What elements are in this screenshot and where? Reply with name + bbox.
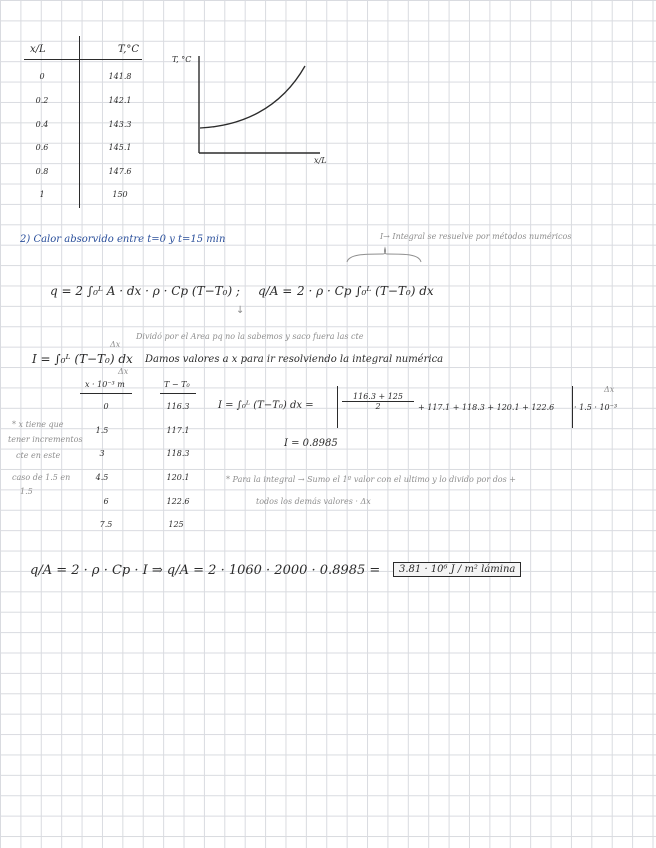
- table2-x-5: 7.5: [99, 520, 113, 529]
- table2-t-4: 122.6: [166, 497, 190, 506]
- table2-header-t: T − T₀: [164, 380, 190, 389]
- note-divide: Dividó por el Area pq no la sabemos y saco fuera las cte: [136, 332, 364, 341]
- final-answer-box: 3.81 · 10⁶ J / m² lámina: [393, 562, 521, 577]
- eq-qa-rhs: 2 · ρ · Cp ∫₀ᴸ (T−T₀) dx: [297, 284, 434, 298]
- dx-label-2: Δx: [118, 367, 129, 376]
- table2-t-5: 125: [168, 520, 184, 529]
- table1-hline: [24, 59, 142, 60]
- eq-qa-lhs: q/A =: [258, 284, 293, 298]
- graph-ylabel: T, °C: [172, 55, 192, 64]
- table1-vline: [79, 36, 80, 208]
- table1-x-4: 0.8: [35, 167, 49, 176]
- table2-t-1: 117.1: [166, 426, 190, 435]
- table1-t-3: 145.1: [108, 143, 132, 152]
- trap-result: I = 0.8985: [284, 438, 338, 449]
- trap-mult: · 1.5 · 10⁻³: [574, 403, 618, 412]
- table1-t-1: 142.1: [108, 96, 132, 105]
- trap-rest: + 117.1 + 118.3 + 120.1 + 122.6: [418, 403, 555, 412]
- table1-x-3: 0.6: [35, 143, 49, 152]
- table2-x-1: 1.5: [95, 426, 109, 435]
- table1-x-0: 0: [39, 72, 45, 81]
- table1-x-2: 0.4: [35, 120, 49, 129]
- side-note-line-5: 1.5: [20, 487, 33, 496]
- eq-I: I = ∫₀ᴸ (T−T₀) dx: [32, 352, 133, 366]
- trap-frac-num: 116.3 + 125: [342, 392, 414, 402]
- table1-t-5: 150: [112, 190, 128, 199]
- note-trap-line-1: * Para la integral → Sumo el 1º valor con el ultimo y lo divido por dos +: [226, 475, 516, 484]
- graph-xlabel: x/L: [314, 156, 327, 165]
- table2-t-2: 118.3: [166, 449, 190, 458]
- side-note-line-2: tener incrementos: [8, 435, 83, 444]
- eq-q: q = 2 ∫₀ᴸ A · dx · ρ · Cp (T−T₀) ;: [50, 284, 240, 298]
- trap-fraction: [342, 392, 414, 411]
- note-integral: I→ Integral se resuelve por métodos numéricos: [380, 232, 572, 241]
- table2-x-4: 6: [103, 497, 109, 506]
- side-note-line-3: cte en este: [16, 451, 61, 460]
- table2-header-x: x · 10⁻³ m: [85, 380, 125, 389]
- table2-hline-1: [80, 393, 132, 394]
- table1-x-1: 0.2: [35, 96, 49, 105]
- note-trap-line-2: todos los demás valores · Δx: [256, 497, 371, 506]
- table2-t-0: 116.3: [166, 402, 190, 411]
- table1-x-5: 1: [39, 190, 45, 199]
- table1-t-4: 147.6: [108, 167, 132, 176]
- section2-title: 2) Calor absorvido entre t=0 y t=15 min: [20, 234, 226, 245]
- table1-header-t: T,°C: [118, 44, 140, 55]
- final-equation: q/A = 2 · ρ · Cp · I ⇒ q/A = 2 · 1060 · 2000 · 0.8985 =: [30, 563, 381, 578]
- table2-x-0: 0: [103, 402, 109, 411]
- trap-frac-den: 2: [375, 402, 381, 411]
- table1-t-2: 143.3: [108, 120, 132, 129]
- table2-x-2: 3: [99, 449, 105, 458]
- give-values-text: Damos valores a x para ir resolviendo la integral numérica: [145, 354, 444, 365]
- table2-t-3: 120.1: [166, 473, 190, 482]
- side-note-line-4: caso de 1.5 en: [12, 473, 71, 482]
- side-note-line-1: * x tiene que: [12, 420, 64, 429]
- table2-hline-2: [160, 393, 196, 394]
- dx-label-1: Δx: [110, 340, 121, 349]
- table1-header-xl: x/L: [30, 44, 46, 55]
- dx-label-3: Δx: [604, 385, 615, 394]
- table2-x-3: 4.5: [95, 473, 109, 482]
- integral-brace-icon: [345, 246, 423, 266]
- arrow-down-icon: ↓: [236, 305, 245, 316]
- temperature-sketch-graph: [170, 48, 340, 173]
- trap-lhs: I = ∫₀ᴸ (T−T₀) dx =: [218, 400, 314, 411]
- table1-t-0: 141.8: [108, 72, 132, 81]
- graph-curve: [200, 66, 305, 128]
